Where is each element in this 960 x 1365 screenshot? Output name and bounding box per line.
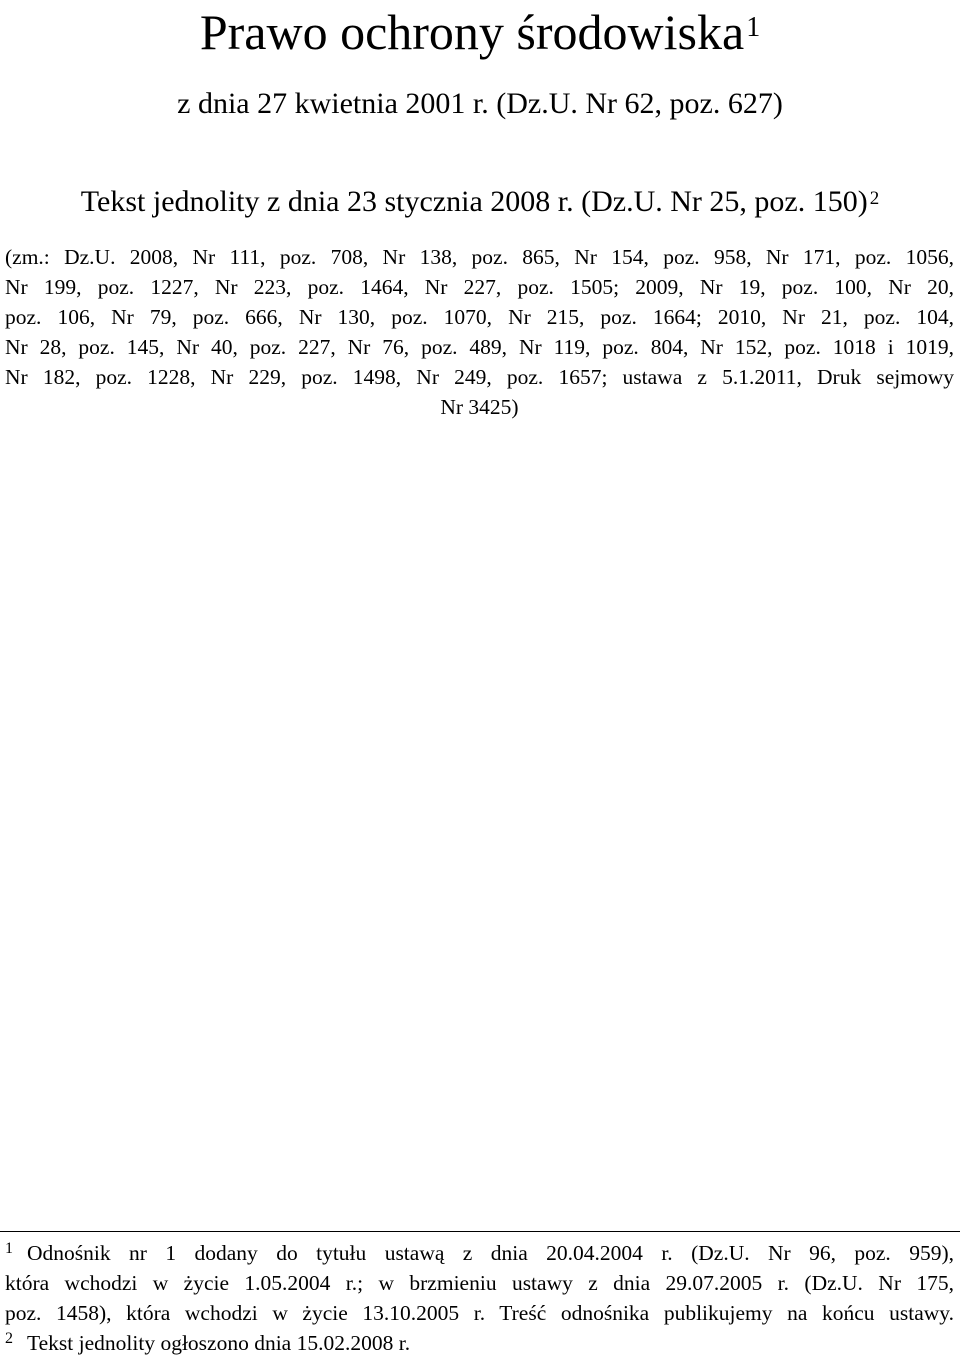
footnote-1-mark: 1 (5, 1240, 13, 1257)
amendments-line: (zm.: Dz.U. 2008, Nr 111, poz. 708, Nr 138, poz. 865, Nr 154, poz. 958, Nr 171, poz. 1056, (5, 245, 954, 269)
amendments-line: Nr 199, poz. 1227, Nr 223, poz. 1464, Nr 227, poz. 1505; 2009, Nr 19, poz. 100, Nr 20, (5, 275, 954, 299)
footnote-2-mark: 2 (5, 1330, 13, 1347)
footnote-separator (0, 1231, 960, 1232)
footnote-2-text: Tekst jednolity ogłoszono dnia 15.02.2008 r. (27, 1331, 411, 1355)
unified-text: Tekst jednolity z dnia 23 stycznia 2008 r. (Dz.U. Nr 25, poz. 150) (80, 185, 868, 218)
footnote-1-line (0, 1238, 960, 1268)
footnote-1-line: która wchodzi w życie 1.05.2004 r.; w brzmieniu ustawy z dnia 29.07.2005 r. (Dz.U. Nr 175, (5, 1271, 954, 1295)
footnotes (0, 1238, 960, 1358)
amendments-line: Nr 28, poz. 145, Nr 40, poz. 227, Nr 76, poz. 489, Nr 119, poz. 804, Nr 152, poz. 1018 i 1019, (5, 335, 954, 359)
amendments-line: poz. 106, Nr 79, poz. 666, Nr 130, poz. 1070, Nr 215, poz. 1664; 2010, Nr 21, poz. 104, (5, 305, 954, 329)
document-title (0, 2, 960, 62)
amendments-list (0, 242, 960, 422)
title-footnote-mark: 1 (746, 12, 761, 43)
amendments-line: Nr 182, poz. 1228, Nr 229, poz. 1498, Nr 249, poz. 1657; ustawa z 5.1.2011, Druk sejmowy (5, 365, 954, 389)
unified-footnote-mark: 2 (869, 188, 880, 209)
footnote-1-line: poz. 1458), która wchodzi w życie 13.10.2005 r. Treść odnośnika publikujemy na końcu ustawy. (5, 1301, 954, 1325)
enactment-date-line: z dnia 27 kwietnia 2001 r. (Dz.U. Nr 62, poz. 627) (177, 87, 783, 120)
unified-text-line (0, 184, 960, 220)
title-text: Prawo ochrony środowiska (199, 4, 745, 60)
footnote-2-line (0, 1328, 960, 1358)
amendments-line: Nr 3425) (440, 395, 519, 419)
footnote-1-text: Odnośnik nr 1 dodany do tytułu ustawą z dnia 20.04.2004 r. (Dz.U. Nr 96, poz. 959), (27, 1241, 954, 1265)
